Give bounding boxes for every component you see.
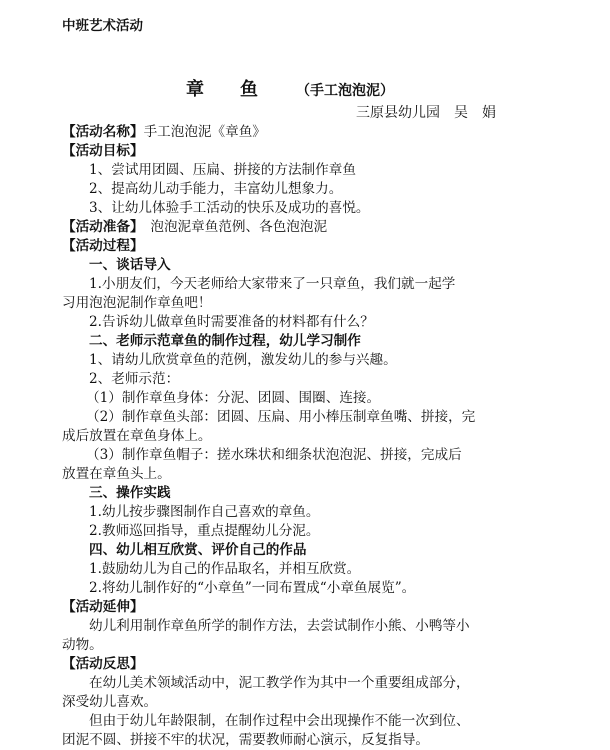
page-subtitle: （手工泡泡泥） [296, 83, 394, 99]
reflection-text: 深受幼儿喜欢。 [62, 694, 158, 710]
title-row [0, 78, 610, 102]
step-text: 放置在章鱼头上。 [62, 466, 171, 482]
extension-text: 动物。 [62, 637, 103, 653]
step-text: 成后放置在章鱼身体上。 [62, 428, 212, 444]
step-text: 习用泡泡泥制作章鱼吧！ [62, 295, 212, 311]
step-text: 2、老师示范： [89, 371, 180, 387]
section-label-reflection: 【活动反思】 [62, 656, 144, 672]
section-label-goals: 【活动目标】 [62, 143, 144, 159]
step-text: 2.教师巡回指导，重点提醒幼儿分泥。 [89, 523, 320, 539]
document-body [62, 123, 532, 750]
step-text: （1）制作章鱼身体：分泥、团圆、围圈、连接。 [86, 390, 381, 406]
step-text: （3）制作章鱼帽子：搓水珠状和细条状泡泡泥、拼接，完成后 [86, 447, 462, 463]
step-text: 1.鼓励幼儿为自己的作品取名，并相互欣赏。 [89, 561, 361, 577]
step-text: 1、请幼儿欣赏章鱼的范例，激发幼儿的参与兴趣。 [89, 352, 397, 368]
author-line: 三原县幼儿园 吴 娟 [356, 105, 496, 121]
activity-name-value: 手工泡泡泥《章鱼》 [143, 124, 266, 140]
reflection-text: 在幼儿美术领域活动中，泥工教学作为其中一个重要组成部分， [89, 675, 470, 691]
step-text: 2.将幼儿制作好的“小章鱼”一同布置成“小章鱼展览”。 [89, 580, 416, 596]
section-label-process: 【活动过程】 [62, 238, 144, 254]
step-title-1: 一、谈话导入 [89, 257, 171, 273]
goal-item: 2、提高幼儿动手能力，丰富幼儿想象力。 [89, 181, 343, 197]
extension-text: 幼儿利用制作章鱼所学的制作方法，去尝试制作小熊、小鸭等小 [89, 618, 470, 634]
page-title: 章 鱼 [186, 79, 258, 100]
reflection-text: 但由于幼儿年龄限制，在制作过程中会出现操作不能一次到位、 [89, 713, 470, 729]
step-text: 1.幼儿按步骤图制作自己喜欢的章鱼。 [89, 504, 320, 520]
step-title-3: 三、操作实践 [89, 485, 171, 501]
section-label-preparation: 【活动准备】 [62, 219, 137, 235]
step-title-2: 二、老师示范章鱼的制作过程，幼儿学习制作 [89, 333, 361, 349]
activity-name-row [62, 123, 532, 142]
document-category-label: 中班艺术活动 [62, 18, 143, 34]
preparation-value: 泡泡泥章鱼范例、各色泡泡泥 [136, 219, 328, 235]
step-text: 1.小朋友们，今天老师给大家带来了一只章鱼，我们就一起学 [89, 276, 456, 292]
goal-item: 1、尝试用团圆、压扁、拼接的方法制作章鱼 [89, 162, 356, 178]
goal-item: 3、让幼儿体验手工活动的快乐及成功的喜悦。 [89, 200, 370, 216]
step-text: （2）制作章鱼头部：团圆、压扁、用小棒压制章鱼嘴、拼接，完 [86, 409, 476, 425]
reflection-text: 团泥不圆、拼接不牢的状况，需要教师耐心演示，反复指导。 [62, 732, 430, 748]
step-text: 2.告诉幼儿做章鱼时需要准备的材料都有什么？ [89, 314, 374, 330]
preparation-row [62, 218, 532, 237]
section-label-extension: 【活动延伸】 [62, 599, 144, 615]
section-label-activity-name: 【活动名称】 [62, 124, 144, 140]
step-title-4: 四、幼儿相互欣赏、评价自己的作品 [89, 542, 307, 558]
